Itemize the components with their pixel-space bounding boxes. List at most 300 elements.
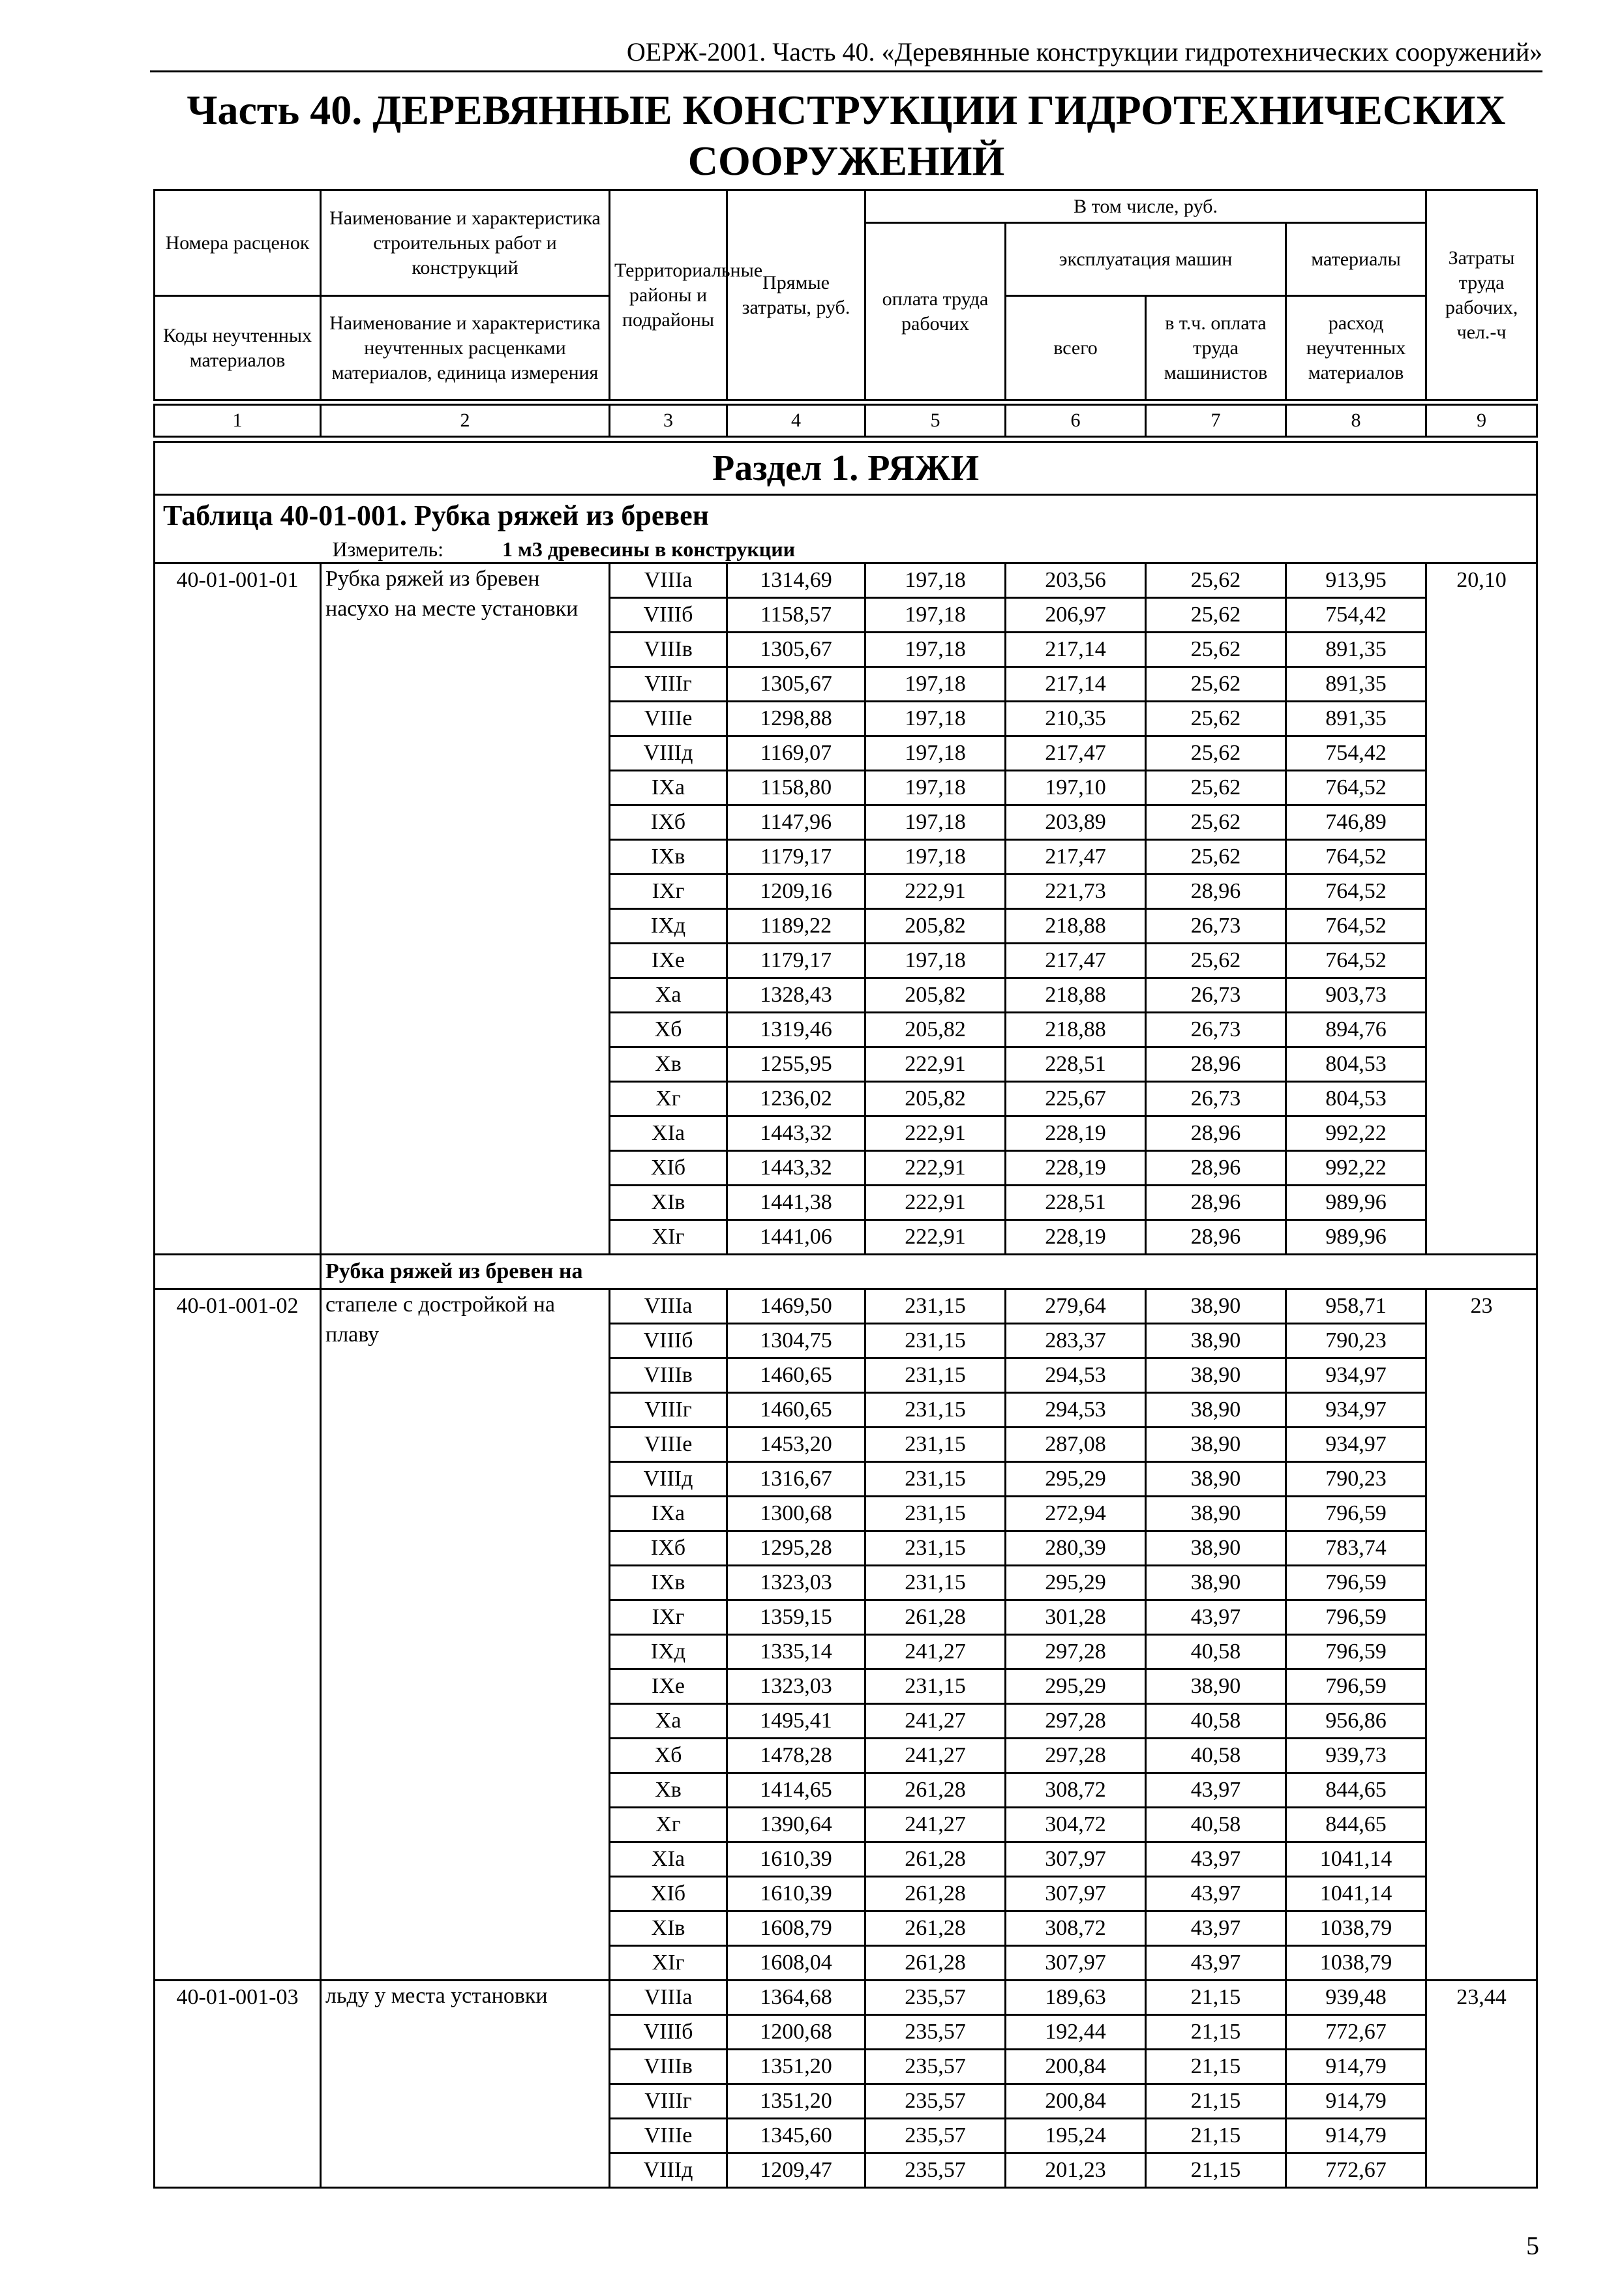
section-row	[155, 442, 1537, 495]
materials-cell: 913,95	[1286, 563, 1426, 598]
direct-cost-cell: 1608,04	[727, 1946, 865, 1981]
direct-cost-cell: 1295,28	[727, 1531, 865, 1566]
machinist-wages-cell: 43,97	[1146, 1842, 1286, 1877]
machines-total-cell: 218,88	[1006, 978, 1146, 1013]
district-cell: Xв	[610, 1773, 727, 1808]
machines-total-cell: 217,47	[1006, 840, 1146, 875]
worker-wages-cell: 241,27	[865, 1635, 1006, 1669]
machines-total-cell: 206,97	[1006, 598, 1146, 633]
materials-cell: 764,52	[1286, 944, 1426, 978]
worker-wages-cell: 205,82	[865, 1013, 1006, 1047]
materials-cell: 894,76	[1286, 1013, 1426, 1047]
district-cell: VIIIб	[610, 2015, 727, 2050]
district-cell: VIIIг	[610, 667, 727, 702]
worker-wages-cell: 197,18	[865, 633, 1006, 667]
machinist-wages-cell: 43,97	[1146, 1946, 1286, 1981]
district-cell: IXд	[610, 1635, 727, 1669]
rates-table	[153, 189, 1538, 2189]
direct-cost-cell: 1316,67	[727, 1462, 865, 1497]
direct-cost-cell: 1443,32	[727, 1116, 865, 1151]
machines-total-cell: 217,47	[1006, 736, 1146, 771]
direct-cost-cell: 1158,80	[727, 771, 865, 805]
rate-code: 40-01-001-01	[155, 563, 321, 1255]
direct-cost-cell: 1345,60	[727, 2119, 865, 2153]
district-cell: VIIIд	[610, 1462, 727, 1497]
materials-cell: 992,22	[1286, 1116, 1426, 1151]
direct-cost-cell: 1323,03	[727, 1669, 865, 1704]
machines-total-cell: 225,67	[1006, 1082, 1146, 1116]
materials-cell: 783,74	[1286, 1531, 1426, 1566]
machinist-wages-cell: 25,62	[1146, 598, 1286, 633]
machinist-wages-cell: 38,90	[1146, 1289, 1286, 1324]
machinist-wages-cell: 26,73	[1146, 1082, 1286, 1116]
worker-wages-cell: 197,18	[865, 771, 1006, 805]
machinist-wages-cell: 43,97	[1146, 1600, 1286, 1635]
machinist-wages-cell: 38,90	[1146, 1566, 1286, 1600]
machines-total-cell: 217,14	[1006, 633, 1146, 667]
worker-wages-cell: 235,57	[865, 2153, 1006, 2188]
materials-cell: 891,35	[1286, 702, 1426, 736]
worker-wages-cell: 261,28	[865, 1600, 1006, 1635]
worker-wages-cell: 231,15	[865, 1289, 1006, 1324]
materials-cell: 914,79	[1286, 2050, 1426, 2084]
machines-total-cell: 228,51	[1006, 1186, 1146, 1220]
district-cell: IXе	[610, 1669, 727, 1704]
worker-wages-cell: 231,15	[865, 1531, 1006, 1566]
direct-cost-cell: 1460,65	[727, 1358, 865, 1393]
machinist-wages-cell: 38,90	[1146, 1324, 1286, 1358]
machinist-wages-cell: 26,73	[1146, 1013, 1286, 1047]
header-direct-costs: Прямые затраты, руб.	[727, 190, 865, 400]
district-cell: Xб	[610, 1013, 727, 1047]
header-labor-costs: Затраты труда рабочих, чел.-ч	[1426, 190, 1537, 400]
worker-wages-cell: 231,15	[865, 1566, 1006, 1600]
direct-cost-cell: 1443,32	[727, 1151, 865, 1186]
direct-cost-cell: 1200,68	[727, 2015, 865, 2050]
materials-cell: 934,97	[1286, 1358, 1426, 1393]
direct-cost-cell: 1364,68	[727, 1981, 865, 2015]
machinist-wages-cell: 25,62	[1146, 667, 1286, 702]
machinist-wages-cell: 28,96	[1146, 875, 1286, 909]
materials-cell: 844,65	[1286, 1808, 1426, 1842]
district-cell: IXа	[610, 771, 727, 805]
machinist-wages-cell: 38,90	[1146, 1531, 1286, 1566]
materials-cell: 989,96	[1286, 1186, 1426, 1220]
direct-cost-cell: 1610,39	[727, 1877, 865, 1911]
machinist-wages-cell: 43,97	[1146, 1877, 1286, 1911]
machines-total-cell: 197,10	[1006, 771, 1146, 805]
machinist-wages-cell: 40,58	[1146, 1635, 1286, 1669]
materials-cell: 764,52	[1286, 909, 1426, 944]
district-cell: VIIIе	[610, 2119, 727, 2153]
measure-row	[155, 536, 1537, 563]
materials-cell: 958,71	[1286, 1289, 1426, 1324]
machines-total-cell: 283,37	[1006, 1324, 1146, 1358]
district-cell: XIг	[610, 1220, 727, 1255]
materials-cell: 772,67	[1286, 2153, 1426, 2188]
machines-total-cell: 308,72	[1006, 1773, 1146, 1808]
worker-wages-cell: 197,18	[865, 805, 1006, 840]
worker-wages-cell: 231,15	[865, 1358, 1006, 1393]
materials-cell: 796,59	[1286, 1566, 1426, 1600]
machines-total-cell: 217,14	[1006, 667, 1146, 702]
direct-cost-cell: 1158,57	[727, 598, 865, 633]
materials-cell: 914,79	[1286, 2119, 1426, 2153]
header-territorial-districts: Территориальные районы и подрайоны	[610, 190, 727, 400]
district-cell: IXд	[610, 909, 727, 944]
direct-cost-cell: 1179,17	[727, 944, 865, 978]
district-cell: IXб	[610, 805, 727, 840]
machinist-wages-cell: 43,97	[1146, 1773, 1286, 1808]
direct-cost-cell: 1304,75	[727, 1324, 865, 1358]
direct-cost-cell: 1351,20	[727, 2050, 865, 2084]
materials-cell: 796,59	[1286, 1635, 1426, 1669]
district-cell: XIб	[610, 1877, 727, 1911]
header-unaccounted-codes: Коды неучтенных материалов	[155, 296, 321, 400]
materials-cell: 796,59	[1286, 1497, 1426, 1531]
worker-wages-cell: 205,82	[865, 978, 1006, 1013]
district-cell: VIIIб	[610, 598, 727, 633]
page-title-line-2: СООРУЖЕНИЙ	[687, 138, 1005, 184]
worker-wages-cell: 222,91	[865, 875, 1006, 909]
district-cell: VIIIа	[610, 1981, 727, 2015]
district-cell: VIIIв	[610, 633, 727, 667]
worker-wages-cell: 241,27	[865, 1739, 1006, 1773]
materials-cell: 939,73	[1286, 1739, 1426, 1773]
district-cell: XIг	[610, 1946, 727, 1981]
header-including-group: В том числе, руб.	[865, 190, 1426, 223]
district-cell: XIа	[610, 1842, 727, 1877]
worker-wages-cell: 241,27	[865, 1808, 1006, 1842]
machinist-wages-cell: 21,15	[1146, 2050, 1286, 2084]
measure-value: 1 м3 древесины в конструкции	[502, 537, 796, 561]
machines-total-cell: 294,53	[1006, 1358, 1146, 1393]
worker-wages-cell: 222,91	[865, 1151, 1006, 1186]
worker-wages-cell: 222,91	[865, 1116, 1006, 1151]
worker-wages-cell: 231,15	[865, 1497, 1006, 1531]
machinist-wages-cell: 21,15	[1146, 2153, 1286, 2188]
materials-cell: 934,97	[1286, 1428, 1426, 1462]
materials-cell: 992,22	[1286, 1151, 1426, 1186]
worker-wages-cell: 231,15	[865, 1669, 1006, 1704]
machinist-wages-cell: 38,90	[1146, 1393, 1286, 1428]
header-work-name: Наименование и характеристика строительных работ и конструкций	[321, 190, 610, 296]
materials-cell: 989,96	[1286, 1220, 1426, 1255]
materials-cell: 934,97	[1286, 1393, 1426, 1428]
labor-cost: 23	[1426, 1289, 1537, 1981]
machines-total-cell: 295,29	[1006, 1462, 1146, 1497]
worker-wages-cell: 205,82	[865, 909, 1006, 944]
district-cell: VIIIд	[610, 736, 727, 771]
header-unaccounted-materials-use: расход неучтенных материалов	[1286, 296, 1426, 400]
machines-total-cell: 280,39	[1006, 1531, 1146, 1566]
rates-table-wrapper	[153, 189, 1536, 2189]
section-title: Раздел 1. РЯЖИ	[155, 442, 1537, 495]
worker-wages-cell: 231,15	[865, 1393, 1006, 1428]
machines-total-cell: 228,19	[1006, 1220, 1146, 1255]
materials-cell: 844,65	[1286, 1773, 1426, 1808]
machines-total-cell: 228,19	[1006, 1151, 1146, 1186]
direct-cost-cell: 1469,50	[727, 1289, 865, 1324]
materials-cell: 903,73	[1286, 978, 1426, 1013]
worker-wages-cell: 197,18	[865, 563, 1006, 598]
machinist-wages-cell: 43,97	[1146, 1911, 1286, 1946]
machines-total-cell: 272,94	[1006, 1497, 1146, 1531]
machinist-wages-cell: 21,15	[1146, 2084, 1286, 2119]
district-cell: IXа	[610, 1497, 727, 1531]
column-number: 3	[610, 405, 727, 437]
materials-cell: 746,89	[1286, 805, 1426, 840]
header-rate-numbers: Номера расценок	[155, 190, 321, 296]
direct-cost-cell: 1305,67	[727, 667, 865, 702]
worker-wages-cell: 222,91	[865, 1186, 1006, 1220]
district-cell: IXг	[610, 1600, 727, 1635]
header-machine-operation: эксплуатация машин	[1006, 223, 1286, 296]
direct-cost-cell: 1209,16	[727, 875, 865, 909]
column-number: 7	[1146, 405, 1286, 437]
district-cell: VIIIб	[610, 1324, 727, 1358]
machines-total-cell: 200,84	[1006, 2084, 1146, 2119]
machines-total-cell: 228,51	[1006, 1047, 1146, 1082]
empty-cell	[155, 1255, 321, 1289]
machines-total-cell: 210,35	[1006, 702, 1146, 736]
materials-cell: 1038,79	[1286, 1946, 1426, 1981]
machinist-wages-cell: 26,73	[1146, 909, 1286, 944]
worker-wages-cell: 197,18	[865, 736, 1006, 771]
worker-wages-cell: 222,91	[865, 1220, 1006, 1255]
machinist-wages-cell: 28,96	[1146, 1186, 1286, 1220]
machinist-wages-cell: 25,62	[1146, 805, 1286, 840]
running-header: ОЕРЖ-2001. Часть 40. «Деревянные конструкции гидротехнических сооружений»	[150, 34, 1542, 72]
materials-cell: 772,67	[1286, 2015, 1426, 2050]
machines-total-cell: 297,28	[1006, 1739, 1146, 1773]
direct-cost-cell: 1453,20	[727, 1428, 865, 1462]
direct-cost-cell: 1189,22	[727, 909, 865, 944]
district-cell: VIIIв	[610, 1358, 727, 1393]
direct-cost-cell: 1441,38	[727, 1186, 865, 1220]
page-title-line-1: Часть 40. ДЕРЕВЯННЫЕ КОНСТРУКЦИИ ГИДРОТЕХНИЧЕСКИХ	[187, 87, 1506, 133]
machines-total-cell: 221,73	[1006, 875, 1146, 909]
district-cell: XIб	[610, 1151, 727, 1186]
machines-total-cell: 307,97	[1006, 1877, 1146, 1911]
district-cell: Xг	[610, 1082, 727, 1116]
machines-total-cell: 200,84	[1006, 2050, 1146, 2084]
machines-total-cell: 279,64	[1006, 1289, 1146, 1324]
rate-code: 40-01-001-03	[155, 1981, 321, 2188]
materials-cell: 1038,79	[1286, 1911, 1426, 1946]
header-worker-wages: оплата труда рабочих	[865, 223, 1006, 400]
district-cell: VIIIд	[610, 2153, 727, 2188]
direct-cost-cell: 1300,68	[727, 1497, 865, 1531]
machines-total-cell: 195,24	[1006, 2119, 1146, 2153]
direct-cost-cell: 1209,47	[727, 2153, 865, 2188]
worker-wages-cell: 261,28	[865, 1911, 1006, 1946]
worker-wages-cell: 235,57	[865, 2050, 1006, 2084]
machines-total-cell: 203,89	[1006, 805, 1146, 840]
direct-cost-cell: 1255,95	[727, 1047, 865, 1082]
district-cell: XIа	[610, 1116, 727, 1151]
direct-cost-cell: 1441,06	[727, 1220, 865, 1255]
machines-total-cell: 218,88	[1006, 909, 1146, 944]
table-row	[155, 1289, 1537, 1324]
materials-cell: 914,79	[1286, 2084, 1426, 2119]
measure-label: Измеритель:	[332, 537, 444, 561]
item-subheading-row	[155, 1255, 1537, 1289]
machines-total-cell: 295,29	[1006, 1669, 1146, 1704]
machines-total-cell: 217,47	[1006, 944, 1146, 978]
column-number: 8	[1286, 405, 1426, 437]
district-cell: VIIIв	[610, 2050, 727, 2084]
materials-cell: 764,52	[1286, 840, 1426, 875]
machinist-wages-cell: 26,73	[1146, 978, 1286, 1013]
direct-cost-cell: 1179,17	[727, 840, 865, 875]
materials-cell: 790,23	[1286, 1324, 1426, 1358]
machinist-wages-cell: 28,96	[1146, 1151, 1286, 1186]
machinist-wages-cell: 21,15	[1146, 2015, 1286, 2050]
worker-wages-cell: 235,57	[865, 1981, 1006, 2015]
district-cell: VIIIа	[610, 1289, 727, 1324]
district-cell: VIIIе	[610, 702, 727, 736]
district-cell: Xв	[610, 1047, 727, 1082]
worker-wages-cell: 205,82	[865, 1082, 1006, 1116]
table-title-row	[155, 495, 1537, 537]
direct-cost-cell: 1608,79	[727, 1911, 865, 1946]
direct-cost-cell: 1169,07	[727, 736, 865, 771]
materials-cell: 754,42	[1286, 598, 1426, 633]
materials-cell: 804,53	[1286, 1082, 1426, 1116]
materials-cell: 891,35	[1286, 633, 1426, 667]
direct-cost-cell: 1414,65	[727, 1773, 865, 1808]
machinist-wages-cell: 21,15	[1146, 2119, 1286, 2153]
column-number: 5	[865, 405, 1006, 437]
district-cell: VIIIа	[610, 563, 727, 598]
direct-cost-cell: 1390,64	[727, 1808, 865, 1842]
direct-cost-cell: 1359,15	[727, 1600, 865, 1635]
materials-cell: 754,42	[1286, 736, 1426, 771]
district-cell: Xа	[610, 1704, 727, 1739]
machines-total-cell: 295,29	[1006, 1566, 1146, 1600]
direct-cost-cell: 1147,96	[727, 805, 865, 840]
machinist-wages-cell: 25,62	[1146, 736, 1286, 771]
header-unaccounted-materials-name: Наименование и характеристика неучтенных расценками материалов, единица измерения	[321, 296, 610, 400]
column-number: 4	[727, 405, 865, 437]
machines-total-cell: 301,28	[1006, 1600, 1146, 1635]
machinist-wages-cell: 38,90	[1146, 1497, 1286, 1531]
machinist-wages-cell: 40,58	[1146, 1704, 1286, 1739]
column-number: 1	[155, 405, 321, 437]
table-header	[155, 190, 1537, 400]
materials-cell: 764,52	[1286, 771, 1426, 805]
direct-cost-cell: 1335,14	[727, 1635, 865, 1669]
column-number-row	[155, 405, 1537, 437]
labor-cost: 20,10	[1426, 563, 1537, 1255]
table-row	[155, 1981, 1537, 2015]
table-body	[155, 563, 1537, 2188]
direct-cost-cell: 1460,65	[727, 1393, 865, 1428]
materials-cell: 939,48	[1286, 1981, 1426, 2015]
labor-cost: 23,44	[1426, 1981, 1537, 2188]
machinist-wages-cell: 25,62	[1146, 563, 1286, 598]
machines-total-cell: 304,72	[1006, 1808, 1146, 1842]
machinist-wages-cell: 25,62	[1146, 840, 1286, 875]
worker-wages-cell: 261,28	[865, 1773, 1006, 1808]
worker-wages-cell: 261,28	[865, 1842, 1006, 1877]
table-title: Таблица 40-01-001. Рубка ряжей из бревен	[155, 495, 1537, 537]
direct-cost-cell: 1314,69	[727, 563, 865, 598]
machines-total-cell: 307,97	[1006, 1946, 1146, 1981]
district-cell: VIIIе	[610, 1428, 727, 1462]
worker-wages-cell: 261,28	[865, 1877, 1006, 1911]
machines-total-cell: 203,56	[1006, 563, 1146, 598]
materials-cell: 1041,14	[1286, 1842, 1426, 1877]
materials-cell: 804,53	[1286, 1047, 1426, 1082]
machines-total-cell: 218,88	[1006, 1013, 1146, 1047]
district-cell: XIв	[610, 1186, 727, 1220]
machinist-wages-cell: 25,62	[1146, 702, 1286, 736]
materials-cell: 790,23	[1286, 1462, 1426, 1497]
header-machines-total: всего	[1006, 296, 1146, 400]
machinist-wages-cell: 28,96	[1146, 1116, 1286, 1151]
machinist-wages-cell: 40,58	[1146, 1808, 1286, 1842]
direct-cost-cell: 1298,88	[727, 702, 865, 736]
page-number: 5	[1526, 2231, 1539, 2260]
machinist-wages-cell: 40,58	[1146, 1739, 1286, 1773]
materials-cell: 1041,14	[1286, 1877, 1426, 1911]
machines-total-cell: 297,28	[1006, 1704, 1146, 1739]
worker-wages-cell: 222,91	[865, 1047, 1006, 1082]
machines-total-cell: 192,44	[1006, 2015, 1146, 2050]
district-cell: Xг	[610, 1808, 727, 1842]
district-cell: IXе	[610, 944, 727, 978]
worker-wages-cell: 197,18	[865, 598, 1006, 633]
machines-total-cell: 307,97	[1006, 1842, 1146, 1877]
district-cell: IXв	[610, 1566, 727, 1600]
direct-cost-cell: 1236,02	[727, 1082, 865, 1116]
direct-cost-cell: 1610,39	[727, 1842, 865, 1877]
machinist-wages-cell: 38,90	[1146, 1669, 1286, 1704]
machines-total-cell: 294,53	[1006, 1393, 1146, 1428]
district-cell: IXв	[610, 840, 727, 875]
worker-wages-cell: 197,18	[865, 944, 1006, 978]
district-cell: VIIIг	[610, 1393, 727, 1428]
page-title	[150, 85, 1542, 187]
district-cell: Xб	[610, 1739, 727, 1773]
worker-wages-cell: 197,18	[865, 667, 1006, 702]
machinist-wages-cell: 25,62	[1146, 944, 1286, 978]
machinist-wages-cell: 21,15	[1146, 1981, 1286, 2015]
work-name: стапеле с достройкой на плаву	[321, 1289, 610, 1981]
worker-wages-cell: 231,15	[865, 1428, 1006, 1462]
direct-cost-cell: 1319,46	[727, 1013, 865, 1047]
item-subheading: Рубка ряжей из бревен на	[321, 1255, 1537, 1289]
machines-total-cell: 228,19	[1006, 1116, 1146, 1151]
materials-cell: 891,35	[1286, 667, 1426, 702]
direct-cost-cell: 1328,43	[727, 978, 865, 1013]
machinist-wages-cell: 38,90	[1146, 1462, 1286, 1497]
district-cell: IXг	[610, 875, 727, 909]
worker-wages-cell: 235,57	[865, 2084, 1006, 2119]
worker-wages-cell: 241,27	[865, 1704, 1006, 1739]
machinist-wages-cell: 38,90	[1146, 1358, 1286, 1393]
district-cell: VIIIг	[610, 2084, 727, 2119]
table-row	[155, 563, 1537, 598]
work-name: Рубка ряжей из бревен насухо на месте установки	[321, 563, 610, 1255]
district-cell: IXб	[610, 1531, 727, 1566]
worker-wages-cell: 231,15	[865, 1324, 1006, 1358]
worker-wages-cell: 235,57	[865, 2119, 1006, 2153]
header-materials: материалы	[1286, 223, 1426, 296]
worker-wages-cell: 235,57	[865, 2015, 1006, 2050]
